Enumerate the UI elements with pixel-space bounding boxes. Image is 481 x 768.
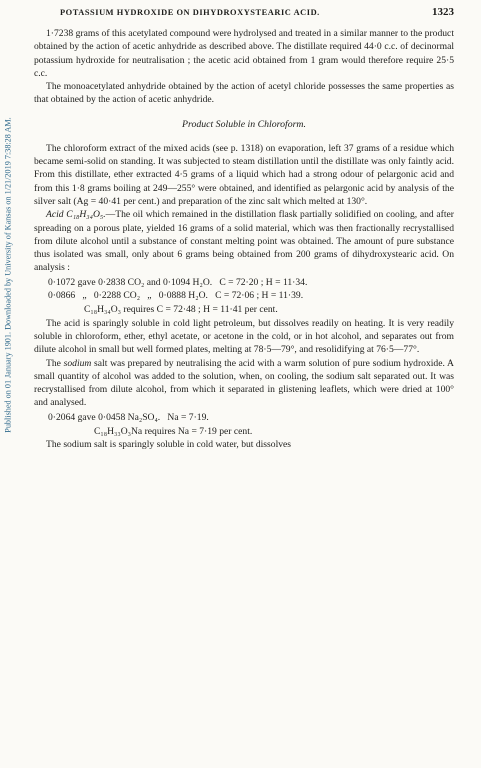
paragraph-acid	[34, 208, 454, 274]
analysis-line: 0·1072 gave 0·2838 CO₂ and 0·1094 H₂O. C = 72·20 ; H = 11·34.	[48, 276, 308, 288]
paragraph-sodium-salt	[34, 357, 454, 410]
journal-page	[34, 6, 454, 452]
analysis-block-acid	[48, 276, 454, 303]
page-number: 1323	[432, 6, 454, 18]
running-head	[34, 6, 454, 18]
analysis-block-sodium	[48, 411, 454, 424]
sodium-pre: The	[46, 357, 64, 369]
requires-line-sodium: C₁₈H₃₃O₃Na requires Na = 7·19 per cent.	[94, 426, 253, 438]
sodium-emphasis: sodium	[63, 357, 92, 369]
paragraph-sodium-solubility: The sodium salt is sparingly soluble in cold water, but dissolves	[46, 439, 292, 451]
paragraph-chloroform-extract: The chloroform extract of the mixed acids (see p. 1318) on evaporation, left 37 grams of a residue which became semi-solid on standing. It was subjected to steam distillation until the distillate was only faintly acid. From this distillate, ether extracted 4·5 grams of a liquid which had a strong odour of pelargonic acid and from this 1·8 grams boiling at 249—255° were obtained, and identified as pelargonic acid by analysis of the silver salt (Ag = 40·41 per cent.) and preparation of the zinc salt which melted at 130°.	[34, 142, 454, 207]
acid-description: —The oil which remained in the distillation flask partially solidified on cooling, and after spreading on a porous plate, yielded 16 grams of a solid material, which was then fractionally recrystallised from dilute alcohol until a substance of constant melting point was obtained. The amount of pure substance thus isolated was small, only about 6 grams being obtained from 200 grams of dihydroxystearic acid. On analysis :	[34, 209, 454, 274]
analysis-line: 0·2064 gave 0·0458 Na₂SO₄. Na = 7·19.	[48, 411, 209, 423]
paragraph-solubility: The acid is sparingly soluble in cold light petroleum, but dissolves readily on heating. It is very readily soluble in chloroform, ether, ethyl acetate, or acetone in the cold, or in hot alcohol, and separates out from dilute alcohol in small but well formed plates, melting at 78·5—79°, and resolidifying at 76·5—77°.	[34, 317, 454, 356]
running-title: POTASSIUM HYDROXIDE ON DIHYDROXYSTEARIC ACID.	[60, 8, 320, 17]
download-watermark	[1, 40, 15, 510]
paragraph-hydrolysis: 1·7238 grams of this acetylated compound were hydrolysed and treated in a similar manner to the product obtained by the action of acetic anhydride as described above. The distillate required 44·0 c.c. of decinormal potassium hydroxide for neutralisation ; the acetic acid obtained from 1 gram would therefore require 25·5 c.c.	[34, 28, 454, 79]
requires-line-acid: C₁₈H₃₄O₃ requires C = 72·48 ; H = 11·41 per cent.	[84, 304, 278, 316]
sodium-post: salt was prepared by neutralising the acid with a warm solution of pure sodium hydroxide. A small quantity of alcohol was added to the solution, when, on cooling, the sodium salt separated out. It was recrystallised from dilute alcohol, from which it separated in glistening leaflets, which were dried at 100° and analysed.	[34, 357, 454, 409]
acid-formula-lead: Acid C₁₈H₃₄O₅.	[46, 209, 106, 221]
paragraph-monoacetylated: The monoacetylated anhydride obtained by the action of acetyl chloride possesses the same properties as that obtained by the action of acetic anhydride.	[34, 81, 454, 106]
analysis-line: 0·0866 „ 0·2288 CO₂ „ 0·0888 H₂O. C = 72·06 ; H = 11·39.	[48, 290, 304, 302]
section-heading: Product Soluble in Chloroform.	[182, 118, 306, 130]
watermark-text: Published on 01 January 1901. Downloaded by University of Kansas on 1/21/2019 7:38:28 AM.	[3, 117, 13, 433]
